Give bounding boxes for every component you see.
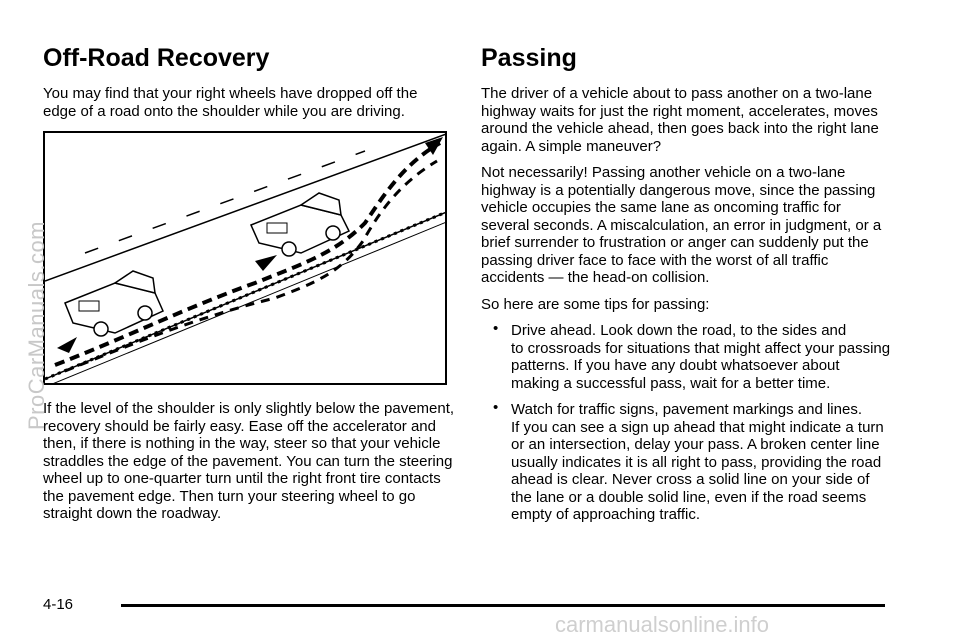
bullet-body-text: to crossroads for situations that might affect your passing patterns. If you have any doubt whatsoever about making a successful pass, wait for a better time. bbox=[511, 339, 891, 392]
bottom-watermark: carmanualsonline.info bbox=[555, 612, 770, 637]
section-title-passing: Passing bbox=[481, 44, 577, 72]
path-arrow-middle bbox=[255, 255, 277, 271]
section-title-off-road-recovery: Off-Road Recovery bbox=[43, 44, 270, 72]
page-number: 4-16 bbox=[43, 596, 74, 613]
side-watermark: ProCarManuals.com bbox=[24, 220, 49, 430]
passing-tip-bullet bbox=[481, 322, 891, 392]
off-road-recovery-paragraph: If the level of the shoulder is only slightly below the pavement, recovery should be fairly easy. Ease off the accelerator and then, if there is nothing in the way, steer so that your vehicle straddles the edge of the pavement. You can turn the steering wheel up to one-quarter turn until the right front tire contacts the pavement edge. Then turn your steering wheel to go straight down the roadway. bbox=[43, 400, 455, 522]
pickup-truck-front bbox=[251, 193, 349, 256]
footer-rule bbox=[121, 604, 885, 607]
passing-paragraph-3: So here are some tips for passing: bbox=[481, 295, 710, 313]
passing-paragraph-2: Not necessarily! Passing another vehicle on a two-lane highway is a potentially dangerous move, since the passing vehicle occupies the same lane as oncoming traffic for several seconds. A miscalculation, an error in judgment, or a brief surrender to frustration or anger can suddenly put the passing driver face to face with the worst of all traffic accidents — the head-on collision. bbox=[481, 164, 882, 286]
bullet-body-text: If you can see a sign up ahead that might indicate a turn or an intersection, delay your pass. A broken center line usually indicates it is all right to pass, providing the road ahead is clear. Never cross a solid line on your side of the lane or a double solid line, even if the road seems empty of approaching traffic. bbox=[511, 418, 884, 523]
bullet-dot-icon: • bbox=[493, 399, 499, 416]
passing-section-body bbox=[481, 85, 891, 524]
off-road-recovery-illustration bbox=[43, 131, 447, 385]
passing-paragraph-1: The driver of a vehicle about to pass another on a two-lane highway waits for just the right moment, accelerates, moves around the vehicle ahead, then goes back into the right lane again. A simple maneuver? bbox=[481, 85, 879, 155]
off-road-intro-paragraph: You may find that your right wheels have dropped off the edge of a road onto the shoulder while you are driving. bbox=[43, 85, 418, 120]
road-diagram bbox=[45, 133, 447, 385]
passing-tip-bullet bbox=[481, 401, 891, 524]
bullet-lead-text: Drive ahead. Look down the road, to the sides and bbox=[511, 322, 847, 339]
bullet-lead-text: Watch for traffic signs, pavement markings and lines. bbox=[511, 401, 862, 418]
bullet-dot-icon: • bbox=[493, 320, 499, 337]
path-arrow-start bbox=[57, 337, 77, 353]
